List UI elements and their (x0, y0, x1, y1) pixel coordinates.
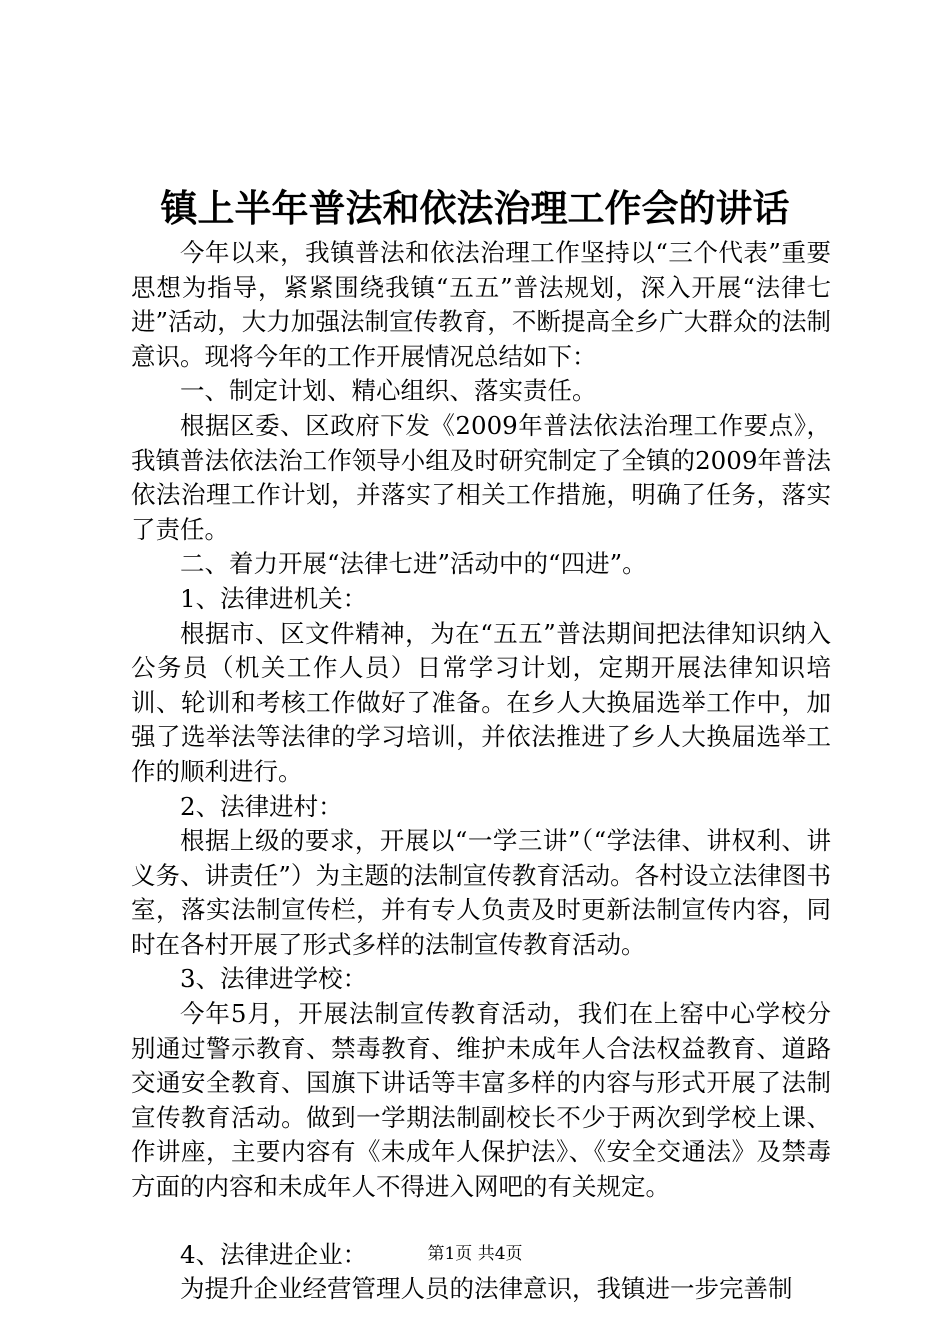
heading-section-2: 二、着力开展“法律七进”活动中的“四进”。 (180, 549, 647, 579)
paragraph-item-1: 根据市、区文件精神，为在“五五”普法期间把法律知识纳入公务员（机关工作人员）日常学习计划，定期开展法律知识培训、轮训和考核工作做好了准备。在乡人大换届选举工作中，加强了选举法等法律的学习培训，并依法推进了乡人大换届选举工作的顺利进行。 (131, 618, 831, 786)
paragraph-item-2: 根据上级的要求，开展以“一学三讲”（“学法律、讲权利、讲义务、讲责任”）为主题的法制宣传教育活动。各村设立法律图书室，落实法制宣传栏，并有专人负责及时更新法制宣传内容，同时在各村开展了形式多样的法制宣传教育活动。 (131, 826, 831, 959)
paragraph-section-1: 根据区委、区政府下发《2009年普法依法治理工作要点》，我镇普法依法治工作领导小组及时研究制定了全镇的2009年普法依法治理工作计划，并落实了相关工作措施，明确了任务，落实了责任。 (131, 410, 831, 544)
document-title: 镇上半年普法和依法治理工作会的讲话 (160, 187, 790, 230)
document-body (131, 236, 831, 1307)
heading-item-4: 4、法律进企业： (180, 1239, 368, 1269)
paragraph-item-3: 今年5月，开展法制宣传教育活动，我们在上窑中心学校分别通过警示教育、禁毒教育、维护未成年人合法权益教育、道路交通安全教育、国旗下讲话等丰富多样的内容与形式开展了法制宣传教育活动。做到一学期法制副校长不少于两次到学校上课、作讲座，主要内容有《未成年人保护法》、《安全交通法》及禁毒方面的内容和未成年人不得进入网吧的有关规定。 (131, 999, 831, 1202)
heading-item-1: 1、法律进机关： (180, 583, 368, 613)
page-footer: 第1页 共4页 (427, 1244, 523, 1264)
heading-item-3: 3、法律进学校： (180, 964, 368, 994)
heading-section-1: 一、制定计划、精心组织、落实责任。 (180, 376, 597, 406)
paragraph-intro: 今年以来，我镇普法和依法治理工作坚持以“三个代表”重要思想为指导，紧紧围绕我镇“五五”普法规划，深入开展“法律七进”活动，大力加强法制宣传教育，不断提高全乡广大群众的法制意识。现将今年的工作开展情况总结如下： (131, 238, 831, 371)
heading-item-2: 2、法律进村： (180, 791, 343, 821)
paragraph-item-4: 为提升企业经营管理人员的法律意识，我镇进一步完善制 (180, 1274, 793, 1304)
